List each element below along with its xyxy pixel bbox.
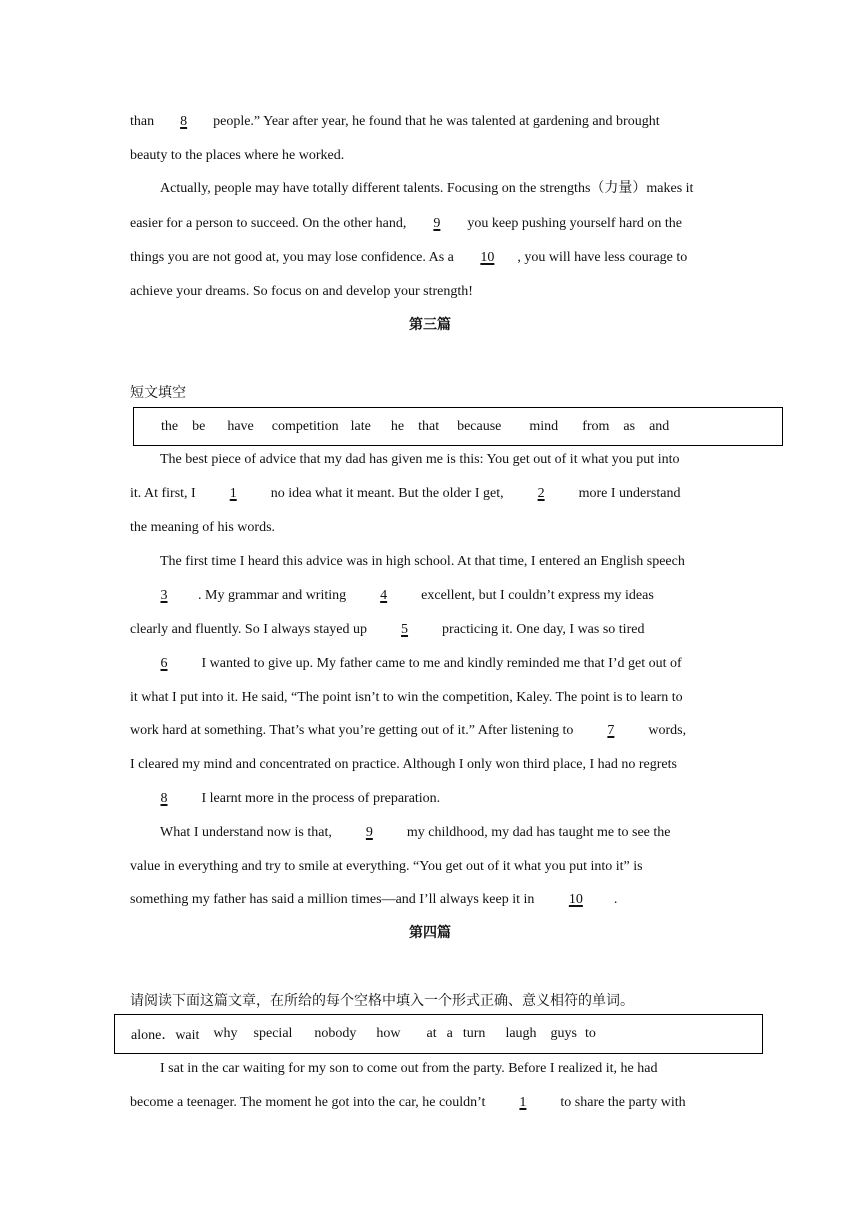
text-line: The first time I heard this advice was in high school. At that time, I entered an English speech bbox=[160, 554, 685, 569]
text-line: 6 I wanted to give up. My father came to me and kindly reminded me that I’d get out of bbox=[130, 655, 740, 673]
text-line: it. At first, I 1 no idea what it meant. But the older I get, 2 more I understand bbox=[130, 486, 681, 501]
word-bank-item: because bbox=[457, 418, 502, 434]
text-line: clearly and fluently. So I always stayed up 5 practicing it. One day, I was so tired bbox=[130, 622, 645, 637]
word-bank-item: and bbox=[649, 418, 670, 434]
text-line: achieve your dreams. So focus on and develop your strength! bbox=[130, 284, 473, 299]
section-instruction: 请阅读下面这篇文章，在所给的每个空格中填入一个形式正确、意义相符的单词。 bbox=[130, 993, 634, 1009]
text-line: it what I put into it. He said, “The point isn’t to win the competition, Kaley. The point is to learn to bbox=[130, 690, 683, 705]
word-bank-item: be bbox=[192, 418, 206, 434]
word-bank-item: a bbox=[446, 1026, 453, 1041]
word-bank-item: he bbox=[390, 418, 405, 434]
word-bank-item: nobody bbox=[314, 1026, 357, 1041]
text-line: 8 I learnt more in the process of preparation. bbox=[130, 790, 740, 808]
answer-blank: 8 bbox=[180, 114, 188, 129]
word-bank-item: guys bbox=[550, 1026, 577, 1041]
word-bank-item: late bbox=[350, 418, 371, 434]
word-bank-item: turn bbox=[462, 1026, 486, 1041]
section-label: 短文填空 bbox=[130, 385, 186, 401]
answer-blank: 10 bbox=[568, 892, 583, 907]
answer-blank: 5 bbox=[401, 622, 409, 637]
text-line: I sat in the car waiting for my son to come out from the party. Before I realized it, he had bbox=[160, 1061, 658, 1076]
text-line: What I understand now is that, 9 my childhood, my dad has taught me to see the bbox=[160, 825, 671, 840]
text-line: something my father has said a million times—and I’ll always keep it in 10 . bbox=[130, 892, 618, 907]
word-bank-item: mind bbox=[529, 418, 559, 434]
text-line: become a teenager. The moment he got into the car, he couldn’t 1 to share the party with bbox=[130, 1095, 686, 1110]
text-line: beauty to the places where he worked. bbox=[130, 148, 345, 163]
text-line: value in everything and try to smile at everything. “You get out of it what you put into it” is bbox=[130, 859, 643, 874]
section-heading: 第三篇 bbox=[409, 317, 451, 333]
word-bank-item: to bbox=[585, 1026, 596, 1041]
answer-blank: 8 bbox=[160, 791, 168, 806]
word-bank-item: competition bbox=[271, 418, 339, 434]
text-line: things you are not good at, you may lose confidence. As a 10 , you will have less courage to bbox=[130, 250, 688, 265]
answer-blank: 1 bbox=[229, 486, 237, 501]
word-bank-item: the bbox=[161, 418, 179, 434]
text-line: The best piece of advice that my dad has given me is this: You get out of it what you put into bbox=[160, 452, 680, 467]
word-bank-item: special bbox=[253, 1026, 293, 1041]
text-line: Actually, people may have totally different talents. Focusing on the strengths（力量）makes it bbox=[160, 181, 694, 196]
answer-blank: 1 bbox=[519, 1095, 527, 1110]
answer-blank: 10 bbox=[480, 250, 495, 265]
word-bank-item: as bbox=[623, 418, 636, 434]
text-line: the meaning of his words. bbox=[130, 520, 276, 535]
answer-blank: 9 bbox=[433, 216, 441, 231]
answer-blank: 4 bbox=[380, 588, 388, 603]
word-bank-item: have bbox=[227, 418, 254, 434]
word-bank-item: from bbox=[582, 418, 610, 434]
text-line: than 8 people.” Year after year, he found that he was talented at gardening and brought bbox=[130, 114, 660, 129]
text-line: work hard at something. That’s what you’re getting out of it.” After listening to 7 words, bbox=[130, 723, 687, 738]
text-line: 3 . My grammar and writing 4 excellent, but I couldn’t express my ideas bbox=[130, 587, 740, 605]
word-bank-item: alone．wait bbox=[131, 1028, 200, 1043]
answer-blank: 2 bbox=[537, 486, 545, 501]
answer-blank: 6 bbox=[160, 656, 168, 671]
word-bank-item: how bbox=[376, 1026, 401, 1041]
answer-blank: 7 bbox=[607, 723, 615, 738]
text-line: I cleared my mind and concentrated on practice. Although I only won third place, I had no regrets bbox=[130, 757, 677, 772]
word-bank-item: laugh bbox=[505, 1026, 537, 1041]
section-heading: 第四篇 bbox=[409, 925, 451, 941]
word-bank-item: that bbox=[418, 418, 440, 434]
text-line: easier for a person to succeed. On the other hand, 9 you keep pushing yourself hard on the bbox=[130, 216, 683, 231]
answer-blank: 3 bbox=[160, 588, 168, 603]
word-bank-item: why bbox=[213, 1026, 238, 1041]
word-bank-item: at bbox=[426, 1026, 437, 1041]
answer-blank: 9 bbox=[365, 825, 373, 840]
word-bank bbox=[114, 1014, 763, 1054]
word-bank bbox=[133, 407, 783, 446]
